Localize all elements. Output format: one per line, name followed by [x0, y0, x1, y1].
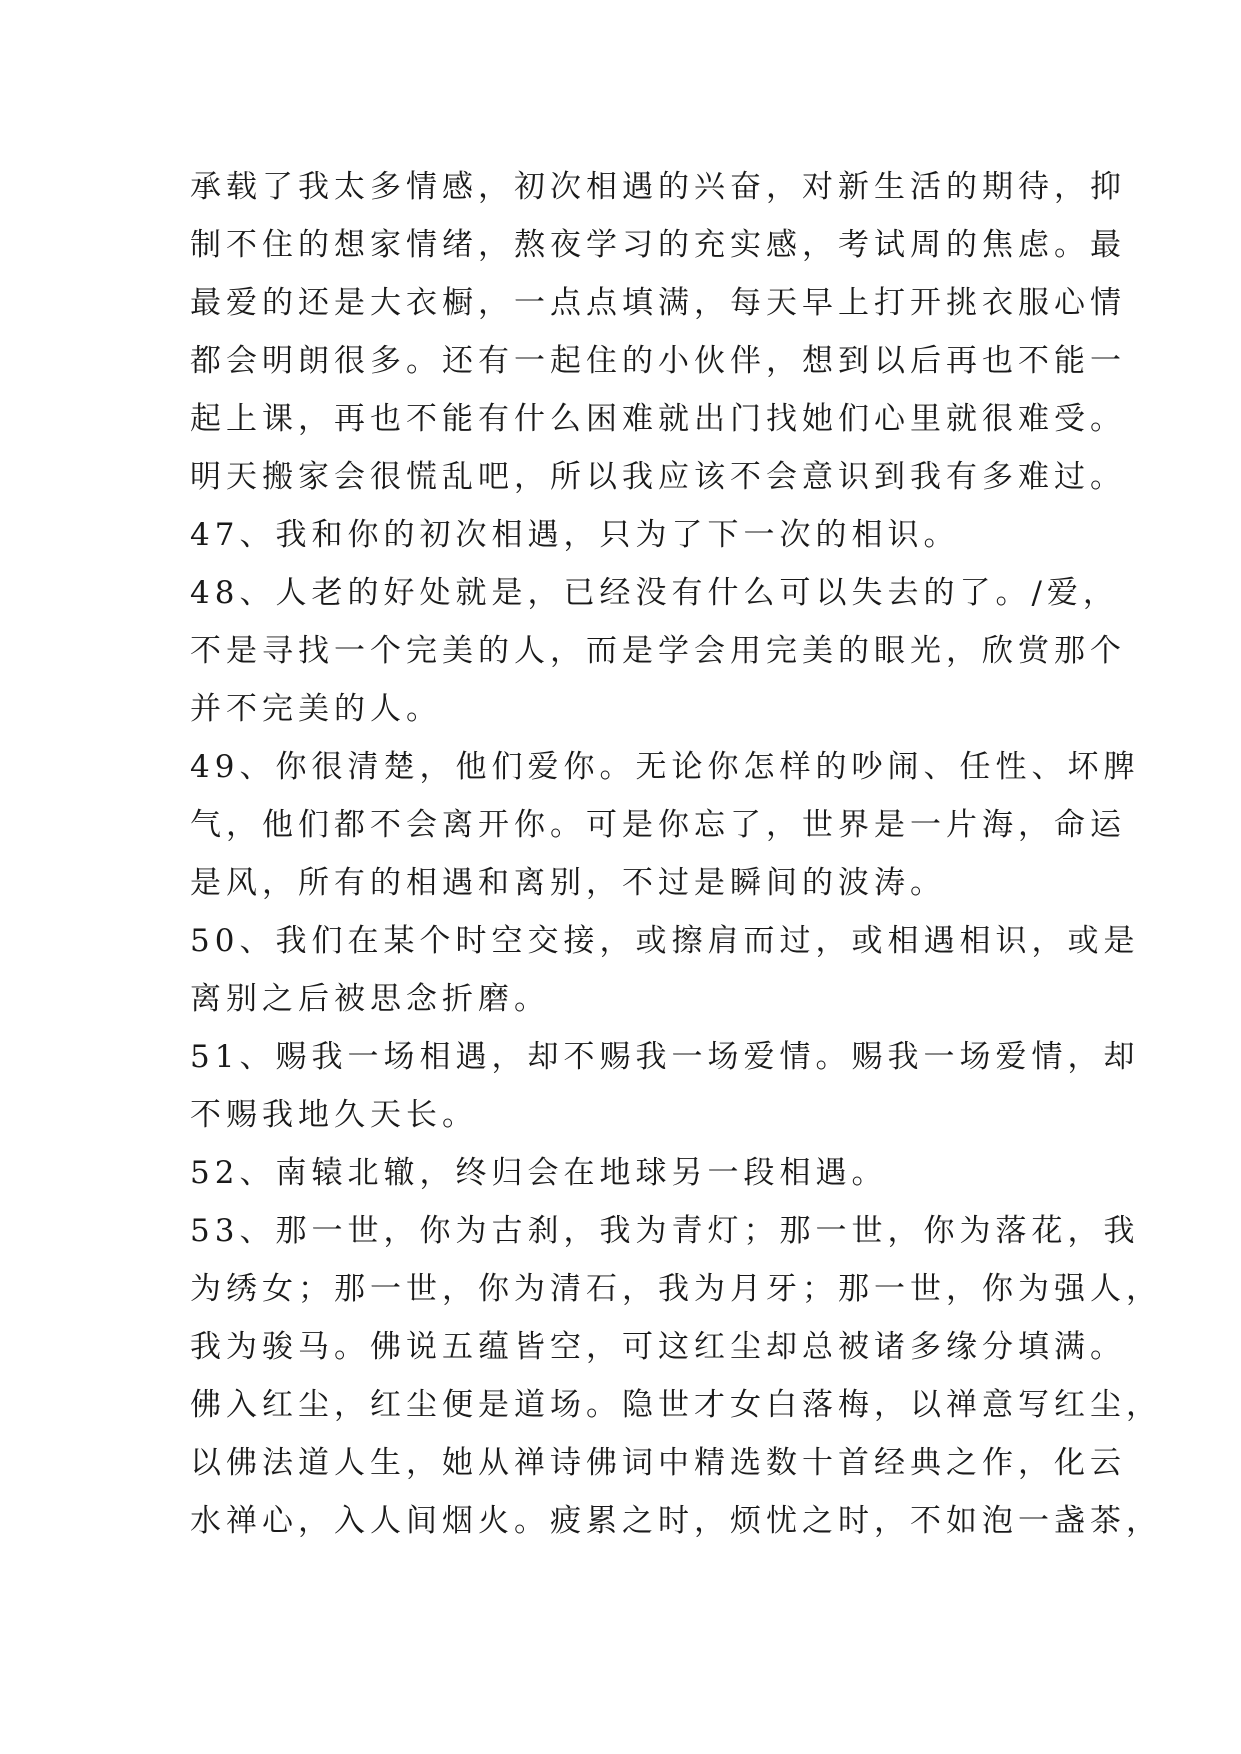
text-line: 最爱的还是大衣橱，一点点填满，每天早上打开挑衣服心情	[190, 285, 1126, 321]
text-line: 明天搬家会很慌乱吧，所以我应该不会意识到我有多难过。	[190, 459, 1126, 495]
text-line: 起上课，再也不能有什么困难就出门找她们心里就很难受。	[190, 401, 1126, 437]
text-line: 承载了我太多情感，初次相遇的兴奋，对新生活的期待，抑	[190, 169, 1126, 205]
text-line: 并不完美的人。	[190, 691, 442, 727]
text-line: 水禅心，入人间烟火。疲累之时，烦忧之时，不如泡一盏茶，	[190, 1503, 1162, 1539]
text-line: 都会明朗很多。还有一起住的小伙伴，想到以后再也不能一	[190, 343, 1126, 379]
text-line: 53、那一世，你为古刹，我为青灯；那一世，你为落花，我	[190, 1213, 1140, 1249]
text-line: 离别之后被思念折磨。	[190, 981, 550, 1017]
text-line: 佛入红尘，红尘便是道场。隐世才女白落梅，以禅意写红尘，	[190, 1387, 1162, 1423]
text-line: 不是寻找一个完美的人，而是学会用完美的眼光，欣赏那个	[190, 633, 1126, 669]
text-line: 47、我和你的初次相遇，只为了下一次的相识。	[190, 517, 960, 553]
text-line: 我为骏马。佛说五蕴皆空，可这红尘却总被诸多缘分填满。	[190, 1329, 1126, 1365]
text-line: 50、我们在某个时空交接，或擦肩而过，或相遇相识，或是	[190, 923, 1140, 959]
text-line: 49、你很清楚，他们爱你。无论你怎样的吵闹、任性、坏脾	[190, 749, 1140, 785]
text-line: 为绣女；那一世，你为清石，我为月牙；那一世，你为强人，	[190, 1271, 1162, 1307]
document-body	[190, 158, 1162, 1550]
text-line: 51、赐我一场相遇，却不赐我一场爱情。赐我一场爱情，却	[190, 1039, 1140, 1075]
text-line: 52、南辕北辙，终归会在地球另一段相遇。	[190, 1155, 888, 1191]
text-line: 不赐我地久天长。	[190, 1097, 478, 1133]
text-line: 是风，所有的相遇和离别，不过是瞬间的波涛。	[190, 865, 946, 901]
text-line: 以佛法道人生，她从禅诗佛词中精选数十首经典之作，化云	[190, 1445, 1126, 1481]
text-line: 制不住的想家情绪，熬夜学习的充实感，考试周的焦虑。最	[190, 227, 1126, 263]
text-line: 气，他们都不会离开你。可是你忘了，世界是一片海，命运	[190, 807, 1126, 843]
text-line: 48、人老的好处就是，已经没有什么可以失去的了。/爱，	[190, 575, 1119, 611]
